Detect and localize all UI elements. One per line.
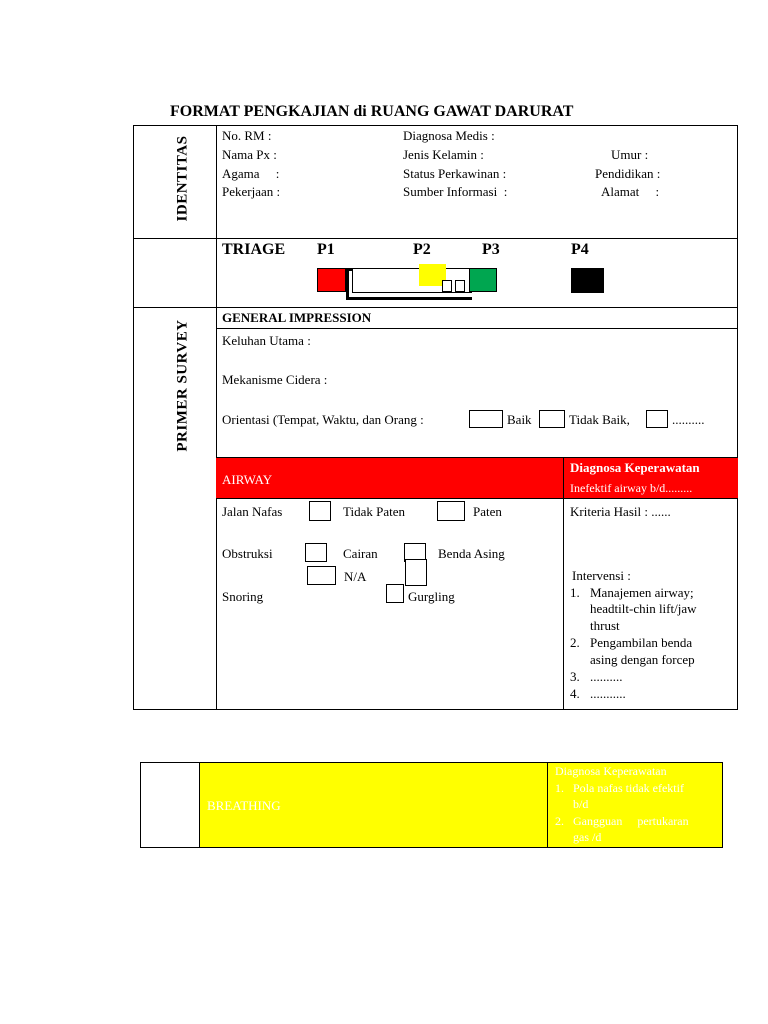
breathing-num-1: 1. xyxy=(555,781,564,795)
field-alamat: Alamat : xyxy=(601,184,660,199)
breathing-divider xyxy=(199,762,200,848)
benda-asing-checkbox[interactable] xyxy=(405,559,427,586)
breathing-divider xyxy=(547,762,548,848)
triage-p4-box[interactable] xyxy=(571,268,604,293)
breathing-diagnosa-title: Diagnosa Keperawatan xyxy=(555,764,667,778)
intervensi-4-line-1: ........... xyxy=(590,686,626,701)
jalan-nafas-label: Jalan Nafas xyxy=(222,504,283,519)
field-umur: Umur : xyxy=(611,147,649,162)
field-nama-px: Nama Px : xyxy=(222,147,277,162)
triage-p1-label: P1 xyxy=(317,241,335,258)
field-pendidikan: Pendidikan : xyxy=(595,166,661,181)
kriteria-hasil: Kriteria Hasil : ...... xyxy=(570,504,671,519)
intervensi-num-3: 3. xyxy=(570,669,580,684)
triage-label: TRIAGE xyxy=(222,241,286,258)
airway-diagnosa-title: Diagnosa Keperawatan xyxy=(570,460,700,475)
triage-p2-frame xyxy=(352,268,472,293)
obstruksi-checkbox[interactable] xyxy=(305,543,327,562)
baik-label: Baik xyxy=(507,412,532,427)
breathing-2-line-1: Gangguan pertukaran xyxy=(573,814,689,828)
breathing-1-line-1: Pola nafas tidak efektif xyxy=(573,781,684,795)
row-divider xyxy=(133,238,738,239)
intervensi-2-line-2: asing dengan forcep xyxy=(590,652,695,667)
breathing-diagnosa-cell xyxy=(551,764,721,846)
intervensi-num-2: 2. xyxy=(570,635,580,650)
breathing-2-line-2: gas /d xyxy=(573,830,602,844)
triage-p2-label: P2 xyxy=(413,241,431,258)
triage-p1-box[interactable] xyxy=(317,268,346,292)
orientasi-other-checkbox[interactable] xyxy=(646,410,668,428)
field-pekerjaan: Pekerjaan : xyxy=(222,184,281,199)
field-no-rm: No. RM : xyxy=(222,128,272,143)
orientasi-dots: .......... xyxy=(672,412,705,427)
airway-diagnosa-text: Inefektif airway b/d......... xyxy=(570,481,693,495)
intervensi-num-1: 1. xyxy=(570,585,580,600)
orientasi-label: Orientasi (Tempat, Waktu, dan Orang : xyxy=(222,412,424,427)
tidak-baik-label: Tidak Baik, xyxy=(569,412,630,427)
field-diagnosa-medis: Diagnosa Medis : xyxy=(403,128,495,143)
obstruksi-label: Obstruksi xyxy=(222,546,273,561)
orientasi-baik-checkbox[interactable] xyxy=(469,410,503,428)
triage-p4-label: P4 xyxy=(571,241,589,258)
checkbox-small[interactable] xyxy=(455,280,465,292)
snoring-label: Snoring xyxy=(222,589,264,604)
intervensi-1-line-2: headtilt-chin lift/jaw xyxy=(590,601,697,616)
row-divider xyxy=(133,307,738,308)
intervensi-3-line-1: .......... xyxy=(590,669,623,684)
identitas-label: IDENTITAS xyxy=(174,135,191,222)
primer-survey-label: PRIMER SURVEY xyxy=(174,319,191,452)
intervensi-label: Intervensi : xyxy=(572,568,631,583)
field-status-perkawinan: Status Perkawinan : xyxy=(403,166,507,181)
na-label: N/A xyxy=(344,569,367,584)
keluhan-utama: Keluhan Utama : xyxy=(222,333,311,348)
paten-label: Paten xyxy=(473,504,502,519)
triage-p3-label: P3 xyxy=(482,241,500,258)
na-checkbox[interactable] xyxy=(307,566,336,585)
orientasi-tidak-baik-checkbox[interactable] xyxy=(539,410,565,428)
label-column-divider xyxy=(216,125,217,710)
tidak-paten-checkbox[interactable] xyxy=(309,501,331,521)
page-title: FORMAT PENGKAJIAN di RUANG GAWAT DARURAT xyxy=(170,103,574,120)
tidak-paten-label: Tidak Paten xyxy=(343,504,405,519)
intervensi-1-line-3: thrust xyxy=(590,618,620,633)
airway-column-divider xyxy=(563,457,564,710)
row-divider xyxy=(216,328,738,329)
breathing-label: BREATHING xyxy=(207,798,281,813)
field-agama: Agama : xyxy=(222,166,280,181)
field-sumber-informasi: Sumber Informasi : xyxy=(403,184,508,199)
field-jenis-kelamin: Jenis Kelamin : xyxy=(403,147,484,162)
mekanisme-cidera: Mekanisme Cidera : xyxy=(222,372,328,387)
checkbox-small[interactable] xyxy=(442,280,452,292)
intervensi-1-line-1: Manajemen airway; xyxy=(590,585,694,600)
cairan-label: Cairan xyxy=(343,546,378,561)
gurgling-label: Gurgling xyxy=(408,589,455,604)
airway-label: AIRWAY xyxy=(222,472,273,487)
paten-checkbox[interactable] xyxy=(437,501,465,521)
benda-asing-label: Benda Asing xyxy=(438,546,505,561)
breathing-1-line-2: b/d xyxy=(573,797,589,811)
breathing-num-2: 2. xyxy=(555,814,564,828)
intervensi-num-4: 4. xyxy=(570,686,580,701)
triage-p3-box[interactable] xyxy=(469,268,497,292)
intervensi-2-line-1: Pengambilan benda xyxy=(590,635,693,650)
snoring-checkbox[interactable] xyxy=(386,584,404,603)
general-impression-heading: GENERAL IMPRESSION xyxy=(222,310,372,325)
